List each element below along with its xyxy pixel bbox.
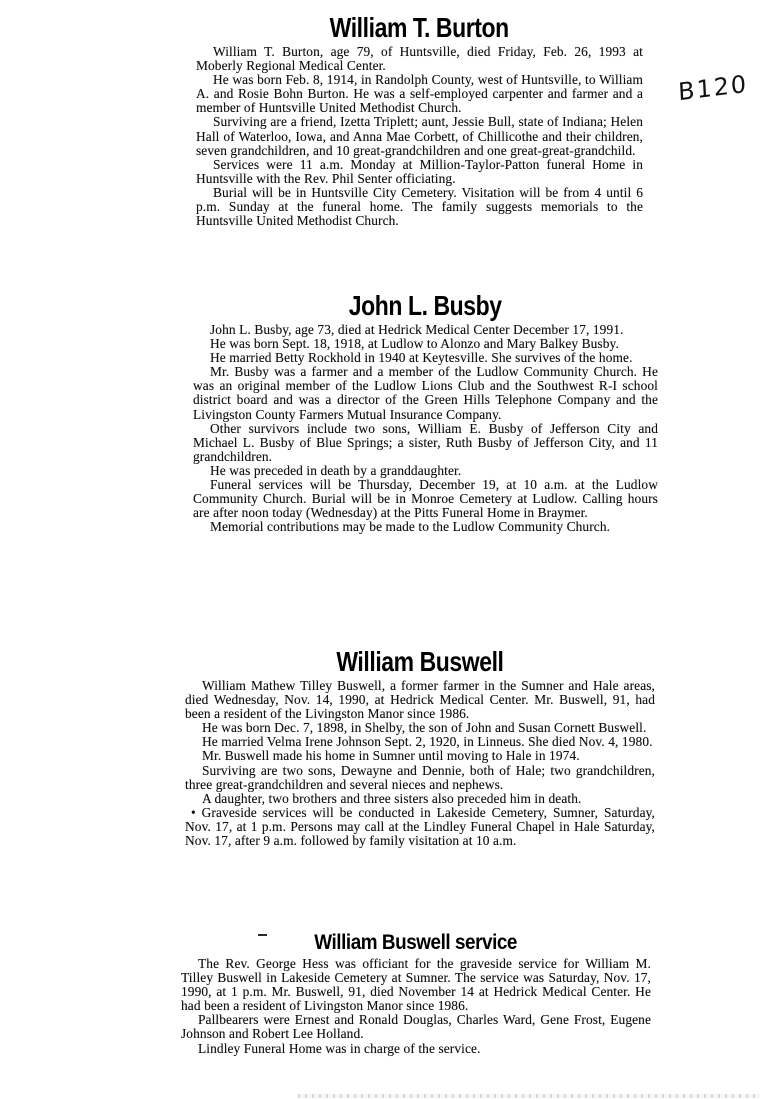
- obituary-title: William Buswell: [336, 646, 504, 677]
- obituary-title: William Buswell service: [314, 931, 518, 954]
- obituary-paragraph: He married Betty Rockhold in 1940 at Keytesville. She survives of the home.: [210, 350, 633, 366]
- obituary-paragraph: Other survivors include two sons, William E. Busby of Jefferson City and Michael L. Busby of Blue Springs; a sister, Ruth Busby of Jefferson City, and 11 grandchildren.: [193, 420, 658, 464]
- obituary-paragraph: Mr. Busby was a farmer and a member of the Ludlow Community Church. He was an original member of the Ludlow Lions Club and the Southwest R-I school district board and was a director of the Green Hills Telephone Company and the Livingston County Farmers Mutual Insurance Company.: [193, 364, 658, 422]
- obituary-paragraph: Pallbearers were Ernest and Ronald Douglas, Charles Ward, Gene Frost, Eugene Johnson and Robert Lee Holland.: [181, 1012, 651, 1042]
- obituary-paragraph: He was born Sept. 18, 1918, at Ludlow to Alonzo and Mary Balkey Busby.: [210, 336, 619, 352]
- obituary-paragraph: Lindley Funeral Home was in charge of the service.: [198, 1040, 481, 1056]
- obituary-paragraph: William T. Burton, age 79, of Huntsville, died Friday, Feb. 26, 1993 at Moberly Regional Medical Center.: [196, 44, 643, 74]
- obituary-john-l-busby: [193, 291, 658, 534]
- obituary-paragraph: He was born Dec. 7, 1898, in Shelby, the son of John and Susan Cornett Buswell.: [202, 720, 647, 736]
- obituary-paragraph: Funeral services will be Thursday, December 19, at 10 a.m. at the Ludlow Community Church. Burial will be in Monroe Cemetery at Ludlow. Calling hours are after noon today (Wednesday) at the Pitts Funeral Home in Braymer.: [193, 477, 658, 521]
- obituary-paragraph: The Rev. George Hess was officiant for the graveside service for William M. Tilley Buswell in Lakeside Cemetery at Sumner. The service was Saturday, Nov. 17, 1990, at 1 p.m. Mr. Buswell, 91, died November 14 at Hedrick Medical Center. He had been a resident of Livingston Manor since 1986.: [181, 956, 651, 1014]
- obituary-paragraph: Memorial contributions may be made to the Ludlow Community Church.: [210, 519, 611, 535]
- obituary-paragraph: • Graveside services will be conducted in Lakeside Cemetery, Sumner, Saturday, Nov. 17, at 1 p.m. Persons may call at the Lindley Funeral Chapel in Hale Saturday, Nov. 17, after 9 a.m. followed by family visitation at 10 a.m.: [185, 804, 655, 849]
- article-william-buswell-service: [181, 931, 651, 1056]
- obituary-title: William T. Burton: [329, 12, 510, 43]
- obituary-william-t-burton: [196, 13, 643, 228]
- obituary-paragraph: He was born Feb. 8, 1914, in Randolph County, west of Huntsville, to William A. and Rosie Bohn Burton. He was a self-employed carpenter and farmer and a member of Huntsville United Methodist Church.: [196, 72, 643, 116]
- obituary-paragraph: Surviving are two sons, Dewayne and Dennie, both of Hale; two grandchildren, three great-grandchildren and several nieces and nephews.: [185, 762, 655, 792]
- handwritten-note: B120: [677, 69, 749, 107]
- obituary-paragraph: William Mathew Tilley Buswell, a former farmer in the Sumner and Hale areas, died Wednesday, Nov. 14, 1990, at Hedrick Medical Center. Mr. Buswell, 91, had been a resident of the Livingston Manor since 1986.: [185, 678, 655, 722]
- scan-edge-artifact: [298, 1094, 760, 1098]
- obituary-title: John L. Busby: [349, 290, 502, 321]
- obituary-paragraph: He was preceded in death by a granddaughter.: [210, 462, 462, 478]
- obituary-paragraph: He married Velma Irene Johnson Sept. 2, 1920, in Linneus. She died Nov. 4, 1980.: [202, 734, 653, 750]
- obituary-william-buswell: [185, 647, 655, 848]
- obituary-paragraph: Mr. Buswell made his home in Sumner until moving to Hale in 1974.: [202, 748, 580, 764]
- stray-scan-mark: [258, 934, 267, 936]
- obituary-paragraph: Services were 11 a.m. Monday at Million-Taylor-Patton funeral Home in Huntsville with the Rev. Phil Senter officiating.: [196, 156, 643, 186]
- obituary-paragraph: A daughter, two brothers and three sisters also preceded him in death.: [202, 790, 582, 806]
- obituary-paragraph: Burial will be in Huntsville City Cemetery. Visitation will be from 4 until 6 p.m. Sunday at the funeral home. The family suggests memorials to the Huntsville United Methodist Church.: [196, 184, 643, 229]
- obituary-paragraph: John L. Busby, age 73, died at Hedrick Medical Center December 17, 1991.: [210, 322, 624, 337]
- obituary-paragraph: Surviving are a friend, Izetta Triplett; aunt, Jessie Bull, state of Indiana; Helen Hall of Waterloo, Iowa, and Anna Mae Corbett, of Chillicothe and their children, seven grandchildren, and 10 great-grandchildren and one great-great-grandchild.: [196, 114, 643, 158]
